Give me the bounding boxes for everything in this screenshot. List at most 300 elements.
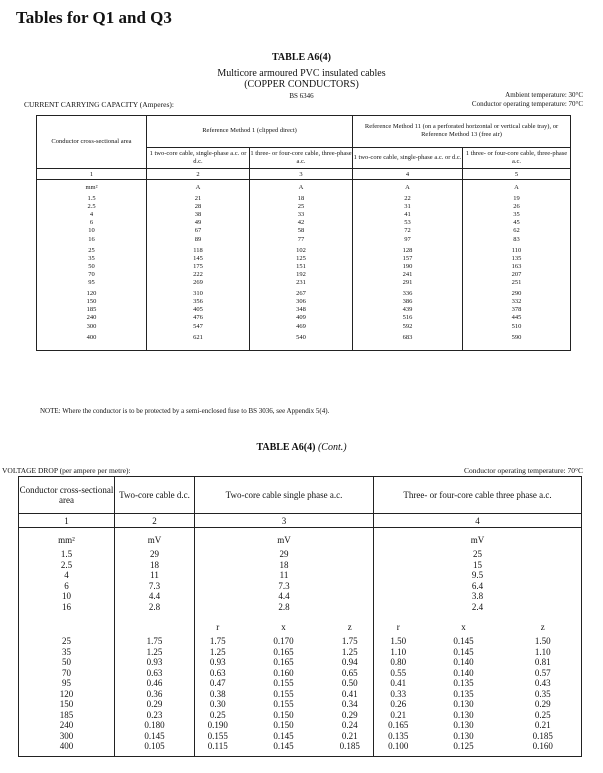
table-cell-value: 0.145	[273, 730, 294, 741]
table-cell-value: 58	[297, 227, 305, 235]
capacity-column	[353, 244, 463, 287]
table-cell-value: 1.75	[341, 636, 358, 646]
table-cell-value: 0.150	[273, 720, 294, 730]
table-cell-value: 38	[194, 211, 202, 219]
sub-header-three-core-tray: 1 three- or four-core cable, three-phase a.c.	[463, 147, 571, 168]
table-cell-value: 1.10	[534, 646, 551, 657]
table-cell-value: 0.21	[341, 730, 358, 741]
capacity-column	[353, 287, 463, 330]
table-cell-value: 95	[62, 678, 71, 688]
table-cell-value: 0.165	[273, 657, 294, 667]
table-cell-value: 70	[88, 270, 95, 278]
ambient-temperature: Ambient temperature: 30°C	[505, 91, 583, 99]
table-cell-value: 6	[64, 580, 69, 591]
table-cell-value: 6	[89, 219, 94, 227]
table-cell-value: 378	[511, 306, 522, 314]
table-cell-value: 150	[86, 298, 97, 306]
table-cell-value: 405	[193, 306, 203, 314]
table-cell-value: 11	[150, 570, 159, 580]
voltage-drop-table	[18, 476, 582, 757]
table-cell-value: 120	[59, 688, 74, 699]
table-cell-value: 11	[279, 570, 289, 580]
table-cell-value: 516	[402, 314, 413, 322]
col-number: 5	[463, 169, 571, 180]
capacity-column	[353, 192, 463, 244]
table-cell-value: 31	[404, 203, 411, 211]
table-cell-value: 445	[511, 314, 522, 322]
table-cell-value: 41	[404, 211, 411, 219]
table-cell-value: 22	[404, 195, 411, 203]
dc-column	[115, 741, 195, 752]
capacity-column	[353, 331, 463, 351]
table-cell-value: 0.135	[453, 678, 474, 688]
table-cell-value: 50	[88, 262, 95, 270]
table-cell-value: 0.150	[273, 709, 294, 720]
ac3-column	[374, 549, 582, 612]
table-cell-value: 185	[59, 709, 74, 720]
table-cell-value: 0.165	[388, 720, 409, 730]
table-cell-value: 1.50	[390, 636, 407, 646]
table-cell-value: 0.185	[532, 730, 553, 741]
z1-column	[327, 741, 374, 752]
table1-note: NOTE: Where the conductor is to be protected by a semi-enclosed fuse to BS 3036, see Appendix 5(4).	[40, 407, 330, 415]
area-column	[37, 331, 147, 351]
blank-cell	[19, 612, 115, 636]
table-cell-value: 1.25	[341, 646, 358, 657]
table-cell-value: 18	[297, 195, 305, 203]
table-cell-value: 0.93	[146, 657, 163, 667]
table-cell-value: 3.8	[471, 591, 484, 601]
table-cell-value: 547	[193, 322, 203, 330]
col-header-conductor: Conductor cross-sectional area	[19, 477, 115, 514]
table-cell-value: 0.30	[209, 699, 226, 709]
table-cell-value: 0.140	[453, 667, 474, 678]
table-cell-value: 33	[297, 211, 305, 219]
table-cell-value: 231	[296, 279, 306, 287]
table-cell-value: 0.38	[209, 688, 226, 699]
table-cell-value: 1.5	[60, 549, 73, 559]
table1-subtitle1: Multicore armoured PVC insulated cables	[217, 68, 386, 79]
table-cell-value: 0.155	[273, 688, 294, 699]
table-cell-value: 269	[193, 279, 203, 287]
area-column	[37, 244, 147, 287]
table-cell-value: 6.4	[471, 580, 484, 591]
blank-cell	[327, 752, 374, 757]
table-cell-value: 0.35	[534, 688, 551, 699]
r1-column	[195, 689, 241, 742]
table-cell-value: 0.29	[341, 709, 358, 720]
table-cell-value: 0.155	[207, 730, 228, 741]
table-cell-value: 21	[194, 195, 202, 203]
table-cell-value: 0.25	[534, 709, 551, 720]
table-cell-value: 240	[59, 720, 74, 730]
table-cell-value: 35	[62, 646, 71, 657]
table-cell-value: 0.43	[534, 678, 551, 688]
table-cell-value: 4.4	[278, 591, 290, 601]
x3-column	[423, 636, 505, 689]
table-cell-value: 222	[193, 270, 203, 278]
area-column	[37, 192, 147, 244]
table-cell-value: 10	[62, 591, 71, 601]
col-number: 3	[195, 514, 374, 528]
table-cell-value: 0.170	[273, 636, 294, 646]
table-cell-value: 0.81	[534, 657, 551, 667]
table-cell-value: 102	[296, 246, 306, 254]
table-cell-value: 1.10	[390, 646, 407, 657]
table-cell-value: 95	[88, 279, 95, 287]
col-header-ref1: Reference Method 1 (clipped direct)	[147, 116, 353, 148]
rxz-label: r	[216, 622, 220, 632]
table-cell-value: 145	[193, 254, 203, 262]
table-cell-value: 400	[86, 333, 97, 341]
col-number: 4	[374, 514, 582, 528]
table-cell-value: 1.5	[87, 195, 96, 203]
table-cell-value: 0.160	[273, 667, 294, 678]
table-cell-value: 0.190	[207, 720, 228, 730]
col-number: 1	[19, 514, 115, 528]
table-cell-value: 2.8	[148, 601, 161, 612]
table-cell-value: 2.5	[60, 559, 73, 570]
unit-label: mV	[195, 528, 374, 550]
table-cell-value: 2.8	[278, 601, 290, 612]
table-cell-value: 0.185	[339, 741, 360, 751]
table-cell-value: 125	[296, 254, 306, 262]
table-cell-value: 72	[404, 227, 411, 235]
col-header-three-four-core: Three- or four-core cable three phase a.c.	[374, 477, 582, 514]
table-cell-value: 0.155	[273, 699, 294, 709]
table-cell-value: 540	[296, 333, 306, 341]
table-cell-value: 0.160	[532, 741, 553, 751]
table-cell-value: 28	[194, 203, 202, 211]
table-cell-value: 110	[511, 246, 522, 254]
capacity-column	[463, 192, 571, 244]
table-cell-value: 53	[404, 219, 411, 227]
table-cell-value: 0.33	[390, 688, 407, 699]
sub-header-two-core-tray: 1 two-core cable, single-phase a.c. or d.c.	[353, 147, 463, 168]
table-cell-value: 18	[279, 559, 289, 570]
table-cell-value: 0.57	[534, 667, 551, 678]
unit-label: A	[250, 180, 353, 193]
conductor-operating-temperature: Conductor operating temperature: 70°C	[471, 100, 583, 108]
r3-column	[374, 636, 423, 689]
table-cell-value: 25	[88, 246, 95, 254]
table-cell-value: 621	[193, 333, 203, 341]
table-cell-value: 590	[511, 333, 522, 341]
page-title: Tables for Q1 and Q3	[16, 8, 172, 27]
table-cell-value: 18	[150, 559, 159, 570]
col-number: 4	[353, 169, 463, 180]
area-column	[19, 549, 115, 612]
table-cell-value: 77	[297, 235, 305, 243]
table-cell-value: 120	[86, 290, 97, 298]
table2-title: TABLE A6(4)	[256, 442, 316, 453]
table-cell-value: 15	[473, 559, 483, 570]
table-cell-value: 1.25	[209, 646, 226, 657]
dc-column	[115, 689, 195, 742]
table1-title: TABLE A6(4)	[272, 52, 331, 63]
table-cell-value: 16	[88, 235, 95, 243]
table-cell-value: 0.63	[209, 667, 226, 678]
blank-cell	[374, 752, 423, 757]
table-cell-value: 0.145	[453, 646, 474, 657]
r1-column	[195, 636, 241, 689]
x1-column	[241, 689, 327, 742]
z3-column	[505, 636, 582, 689]
table-cell-value: 16	[62, 601, 71, 612]
table-cell-value: 348	[296, 306, 306, 314]
table2-operating-temperature: Conductor operating temperature: 70°C	[463, 466, 583, 475]
table-cell-value: 267	[296, 290, 306, 298]
blank-cell	[195, 752, 241, 757]
table-cell-value: 0.50	[341, 678, 358, 688]
table-cell-value: 1.75	[209, 636, 226, 646]
table-cell-value: 0.130	[453, 720, 474, 730]
table-cell-value: 4	[64, 570, 69, 580]
table-cell-value: 241	[402, 270, 413, 278]
dc-column	[115, 636, 195, 689]
area-column	[37, 287, 147, 330]
table-cell-value: 190	[402, 262, 413, 270]
voltage-drop-label: VOLTAGE DROP (per ampere per metre):	[2, 466, 131, 475]
table-cell-value: 89	[194, 235, 202, 243]
table-cell-value: 683	[402, 333, 413, 341]
table-cell-value: 0.41	[341, 688, 358, 699]
rxz-label: z	[347, 622, 352, 632]
area-column	[19, 689, 115, 742]
table1-subtitle2: (COPPER CONDUCTORS)	[244, 79, 359, 90]
table-cell-value: 1.50	[534, 636, 551, 646]
table-cell-value: 0.145	[144, 730, 165, 741]
x1-column	[241, 741, 327, 752]
table-cell-value: 83	[513, 235, 520, 243]
blank-cell	[115, 612, 195, 636]
table-cell-value: 469	[296, 322, 306, 330]
rxz-label: x	[281, 622, 286, 632]
table-cell-value: 97	[404, 235, 411, 243]
table-cell-value: 70	[62, 667, 71, 678]
unit-label: mm²	[37, 180, 147, 193]
z3-column	[505, 741, 582, 752]
table-cell-value: 0.24	[341, 720, 358, 730]
table-cell-value: 0.25	[209, 709, 226, 720]
table-cell-value: 0.115	[207, 741, 228, 751]
table-cell-value: 163	[511, 262, 522, 270]
x3-column	[423, 689, 505, 742]
blank-cell	[423, 752, 505, 757]
capacity-column	[147, 244, 250, 287]
capacity-column	[463, 244, 571, 287]
table-cell-value: 0.145	[273, 741, 294, 751]
blank-cell	[505, 752, 582, 757]
table-cell-value: 26	[513, 203, 520, 211]
table-cell-value: 135	[511, 254, 522, 262]
z3-column	[505, 689, 582, 742]
table-cell-value: 356	[193, 298, 203, 306]
table-cell-value: 7.3	[278, 580, 290, 591]
table-cell-value: 251	[511, 279, 522, 287]
table-cell-value: 62	[513, 227, 520, 235]
table-cell-value: 0.165	[273, 646, 294, 657]
table-cell-value: 1.75	[146, 636, 163, 646]
table-cell-value: 42	[297, 219, 305, 227]
capacity-column	[147, 192, 250, 244]
z1-column	[327, 689, 374, 742]
table-cell-value: 150	[59, 699, 74, 709]
table-cell-value: 0.80	[390, 657, 407, 667]
table-cell-value: 118	[193, 246, 203, 254]
table-cell-value: 0.155	[273, 678, 294, 688]
table-cell-value: 0.93	[209, 657, 226, 667]
table-cell-value: 0.47	[209, 678, 226, 688]
table-cell-value: 0.26	[390, 699, 407, 709]
table-cell-value: 35	[88, 254, 95, 262]
dc-column	[115, 549, 195, 612]
table-cell-value: 0.34	[341, 699, 358, 709]
table-cell-value: 0.55	[390, 667, 407, 678]
unit-label: A	[147, 180, 250, 193]
table-cell-value: 306	[296, 298, 306, 306]
table-cell-value: 10	[88, 227, 95, 235]
table-cell-value: 29	[150, 549, 159, 559]
table-cell-value: 4	[89, 211, 94, 219]
col-header-two-core-dc: Two-core cable d.c.	[115, 477, 195, 514]
col-number: 1	[37, 169, 147, 180]
table-cell-value: 0.105	[144, 741, 165, 751]
table-cell-value: 439	[402, 306, 413, 314]
rxz-label: x	[461, 622, 466, 632]
blank-cell	[115, 752, 195, 757]
rxz-label: r	[374, 612, 423, 636]
table-cell-value: 35	[513, 211, 520, 219]
table-cell-value: 0.135	[453, 688, 474, 699]
table-cell-value: 291	[402, 279, 413, 287]
table-cell-value: 49	[194, 219, 202, 227]
table-cell-value: 0.29	[534, 699, 551, 709]
unit-label: mm²	[19, 528, 115, 550]
col-header-ref11: Reference Method 11 (on a perforated horizontal or vertical cable tray), or Reference Method 13 (free air)	[353, 116, 571, 148]
table-cell-value: 19	[513, 195, 520, 203]
blank-cell	[241, 752, 327, 757]
current-capacity-table	[36, 115, 571, 351]
unit-label: mV	[374, 528, 582, 550]
table-cell-value: 192	[296, 270, 306, 278]
x3-column	[423, 741, 505, 752]
table-cell-value: 45	[513, 219, 520, 227]
r3-column	[374, 741, 423, 752]
table-cell-value: 128	[402, 246, 413, 254]
table-cell-value: 25	[297, 203, 305, 211]
table-cell-value: 0.63	[146, 667, 163, 678]
col-header-two-core-ac: Two-core cable single phase a.c.	[195, 477, 374, 514]
table-cell-value: 0.94	[341, 657, 358, 667]
table-cell-value: 510	[511, 322, 522, 330]
table-cell-value: 50	[62, 657, 71, 667]
table-cell-value: 0.135	[388, 730, 409, 741]
capacity-label: CURRENT CARRYING CAPACITY (Amperes):	[24, 100, 174, 109]
table-cell-value: 0.23	[146, 709, 163, 720]
sub-header-two-core: 1 two-core cable, single-phase a.c. or d.c.	[147, 147, 250, 168]
table-cell-value: 0.21	[534, 720, 551, 730]
table-cell-value: 29	[279, 549, 289, 559]
r1-column	[195, 741, 241, 752]
table-cell-value: 67	[194, 227, 202, 235]
capacity-column	[463, 287, 571, 330]
table-cell-value: 7.3	[148, 580, 161, 591]
table-cell-value: 310	[193, 290, 203, 298]
table-cell-value: 0.46	[146, 678, 163, 688]
table2-title-line	[0, 442, 603, 453]
table-cell-value: 0.140	[453, 657, 474, 667]
table-cell-value: 25	[62, 636, 71, 646]
capacity-column	[147, 331, 250, 351]
table-cell-value: 4.4	[148, 591, 161, 601]
table-cell-value: 0.100	[388, 741, 409, 751]
table-cell-value: 151	[296, 262, 306, 270]
table-cell-value: 0.41	[390, 678, 407, 688]
table-cell-value: 290	[511, 290, 522, 298]
capacity-column	[250, 287, 353, 330]
capacity-column	[250, 244, 353, 287]
table-cell-value: 2.5	[87, 203, 96, 211]
capacity-column	[250, 192, 353, 244]
z1-column	[327, 636, 374, 689]
col-number: 2	[115, 514, 195, 528]
table-cell-value: 0.130	[453, 699, 474, 709]
table-cell-value: 0.145	[453, 636, 474, 646]
table-cell-value: 300	[86, 322, 97, 330]
col-number: 3	[250, 169, 353, 180]
area-column	[19, 741, 115, 752]
r3-column	[374, 689, 423, 742]
x1-column	[241, 636, 327, 689]
table-cell-value: 0.180	[144, 720, 165, 730]
table-cell-value: 300	[59, 730, 74, 741]
table-cell-value: 9.5	[471, 570, 484, 580]
table2-title-cont: (Cont.)	[317, 442, 347, 453]
area-column	[19, 636, 115, 689]
table-cell-value: 0.65	[341, 667, 358, 678]
rxz-label: z	[505, 612, 582, 636]
table-cell-value: 0.29	[146, 699, 163, 709]
table-cell-value: 400	[59, 741, 74, 751]
table-cell-value: 0.36	[146, 688, 163, 699]
table-cell-value: 25	[473, 549, 483, 559]
capacity-column	[147, 287, 250, 330]
table-cell-value: 476	[193, 314, 203, 322]
capacity-column	[463, 331, 571, 351]
table-cell-value: 0.130	[453, 709, 474, 720]
table-cell-value: 386	[402, 298, 413, 306]
sub-header-three-core: 1 three- or four-core cable, three-phase a.c.	[250, 147, 353, 168]
unit-label: A	[353, 180, 463, 193]
unit-label: mV	[115, 528, 195, 550]
table-cell-value: 175	[193, 262, 203, 270]
table-cell-value: 2.4	[471, 601, 484, 612]
col-number: 2	[147, 169, 250, 180]
table-cell-value: 240	[86, 314, 97, 322]
table-cell-value: 207	[511, 270, 522, 278]
table-cell-value: 332	[511, 298, 522, 306]
table-cell-value: 0.125	[453, 741, 474, 751]
blank-cell	[19, 752, 115, 757]
table-cell-value: 0.21	[390, 709, 407, 720]
table1-standard: BS 6346	[289, 92, 314, 100]
col-header-conductor: Conductor cross-sectional area	[37, 116, 147, 169]
table-cell-value: 409	[296, 314, 306, 322]
table-cell-value: 592	[402, 322, 413, 330]
table-cell-value: 1.25	[146, 646, 163, 657]
table-cell-value: 336	[402, 290, 413, 298]
